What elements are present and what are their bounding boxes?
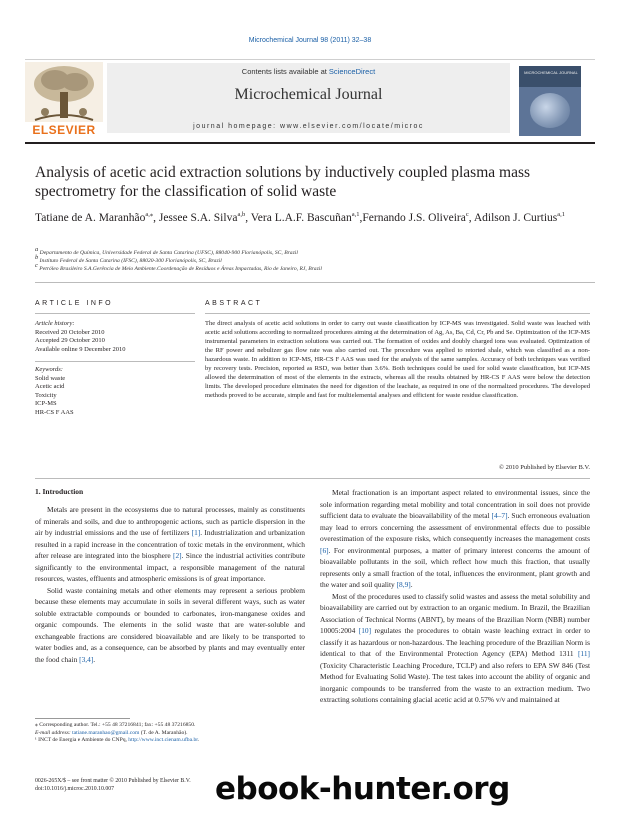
abstract-bottom-rule: [35, 478, 590, 479]
keyword: HR-CS F AAS: [35, 408, 74, 416]
inct-link[interactable]: http://www.inct.cienam.ufba.br: [128, 737, 198, 743]
paragraph-text: . For environmental purposes, a matter of primary interest concerns the amount of bioavailable pollutants in the soil, which reflect how much this fraction, that usually represents only a small fraction of the total, influences the environment, plant growth and the water and soil quality: [320, 545, 590, 589]
author-affiliation-marker: c: [465, 211, 469, 219]
keyword: Acetic acid: [35, 383, 65, 390]
affiliation-b: $^b$ Instituto Federal de Santa Catarina (IFSC), 88020-300 Florianópolis, SC, Brazil: [35, 254, 222, 264]
paragraph-text: Metals are present in the ecosystems due to natural processes, mainly as constituents of minerals and soils, and due to anthropogenic actions, such as particle dispersion in the air by industrial emissions and the use of fertilizers: [35, 505, 305, 537]
article-history-label: Article history:: [35, 320, 75, 327]
sciencedirect-link[interactable]: ScienceDirect: [328, 67, 376, 76]
keyword: ICP-MS: [35, 400, 57, 407]
author-affiliation-marker: a,⁎: [145, 211, 154, 219]
paragraph-text: .: [93, 654, 96, 664]
author-affiliation-marker: a,1: [557, 211, 566, 219]
cover-title: MICROCHEMICAL JOURNAL: [524, 70, 578, 75]
body-paragraph: [320, 591, 590, 706]
online-date: Available online 9 December 2010: [35, 345, 126, 353]
citation-link[interactable]: [4–7]: [491, 511, 508, 520]
affiliation-a: $^a$ Departamento de Química, Universidade Federal de Santa Catarina (UFSC), 88040-900 Florianópolis, SC, Brazil: [35, 246, 298, 256]
issn-line: 0026-265X/$ – see front matter © 2010 Published by Elsevier B.V.: [35, 778, 191, 784]
citation-link[interactable]: [10]: [358, 626, 372, 635]
affiliation-rule: [35, 282, 595, 283]
author-separator: ,: [153, 212, 159, 224]
affiliation-c: $^c$ Petróleo Brasileiro S.A.Gerência de Meio Ambiente.Coordenação de Resíduos e Áreas Impactadas, Rio de Janeiro, RJ, Brazil: [35, 262, 322, 272]
journal-homepage[interactable]: journal homepage: www.elsevier.com/locate/microc: [193, 123, 424, 130]
paragraph-text: . Such erroneous evaluation may lead to errors concerning the assessment of environmental effects due to possible overestimation of the exposure risks, which consequently increases the management costs: [320, 511, 590, 543]
article-title: Analysis of acetic acid extraction solutions by inductively coupled plasma mass spectrometry for the classification of solid waste: [35, 164, 531, 200]
email-note: E-mail address: tatiane.maranhao@gmail.com (T. de A. Maranhão).: [35, 729, 188, 736]
body-column-left: [35, 504, 305, 665]
body-paragraph: [35, 504, 305, 585]
paragraph-text: .: [410, 580, 413, 589]
footnote-rule: [35, 718, 130, 719]
corresponding-author-note: ⁎ Corresponding author. Tel.: +55 48 37216841; fax: +55 48 37216850.: [35, 722, 196, 728]
citation-link[interactable]: [2]: [173, 551, 182, 560]
keywords-rule: [35, 361, 195, 362]
author-separator: ,: [468, 212, 474, 224]
paragraph-text: regulates the procedures to obtain waste leaching extract in order to classify it as hazardous or non-hazardous. The leaching procedure of the Brazilian Norm is identical to that of the Environmental Protection Agency (EPA) Method 1311: [320, 626, 590, 658]
author-name[interactable]: Adilson J. Curtius: [473, 212, 558, 224]
paragraph-text: Metal fractionation is an important aspect related to environmental issues, since the sole information regarding metal mobility and total concentration in soil does not provide sufficient data to evaluate the bioavailability of the metal: [320, 488, 590, 520]
header-top-rule: [25, 59, 595, 60]
abstract-rule: [205, 313, 590, 314]
abstract-text: The direct analysis of acetic acid solutions in order to carry out waste classification by ICP-MS was investigated. Solid waste was leached with acetic acid solutions according to normalized procedures aiming at the determination of Ag, As, Ba, Cd, Cr, Pb and Se. Optimization of the ICP-MS instrumental parameters in extraction solutions was carried out. The formation of oxides and doubly charged ions was evaluated. Optimization of the RF power and nebulizer gas flow rate was also carried out. The procedure was applied to retorted shale, which was classified as a non-hazardous waste. In addition to ICP-MS, HR-CS F AAS was used for the analysis of the same samples. Accuracy of both techniques was verified by recovery tests. Precision, reported as RSD, was better than 3.6%. Both techniques could be used for solid waste classification, but ICP-MS allowed the determination of most of the elements in the extracts, whereas all the results obtained by HR-CS F AAS were below the detection limits. The developed procedure eliminates the need for digestion of the leachate, as required in one of the normalized procedures. The developed methods proved to be accurate, simple and fast for multielemental analyses and efficient for waste residue classification.: [205, 320, 590, 399]
contents-availability: [107, 67, 510, 76]
author-name[interactable]: Vera L.A.F. Bascuñan: [250, 212, 352, 224]
body-column-right: [320, 487, 590, 706]
doi-line[interactable]: doi:10.1016/j.microc.2010.10.007: [35, 785, 115, 792]
article-info-rule: [35, 313, 195, 314]
section-heading-introduction: 1. Introduction: [35, 487, 84, 496]
author-list: [35, 210, 595, 226]
paragraph-text: (Toxicity Characteristic Leaching Procedure, TCLP) and also refers to EPA SW 846 (Test Method for Evaluating Solid Waste). The test takes into account the ability of organic and inorganic compounds to be transferred from the waste to an extraction medium. Two extracting solutions containing glacial acetic acid at 0.57% v/v and maintained at: [320, 660, 590, 704]
citation-link[interactable]: [1]: [191, 528, 201, 537]
email-link[interactable]: tatiane.maranhao@gmail.com: [72, 729, 140, 736]
keyword: Solid waste: [35, 374, 66, 382]
article-history: [35, 320, 195, 354]
paragraph-text: . Since the industrial activities contribute significantly to the environmental impact, a responsible management of the natural resources, wastes, effluents and atmospheric emissions is of great importance.: [35, 551, 305, 583]
journal-title: Microchemical Journal: [234, 86, 383, 103]
received-date: Received 20 October 2010: [35, 328, 105, 336]
keywords-block: [35, 366, 195, 417]
accepted-date: Accepted 29 October 2010: [35, 337, 105, 344]
paragraph-text: Most of the procedures used to classify solid wastes and assess the metal solubility and bioavailability are carried out by extraction to an organic medium. In Brazil, the Brazilian Association of Technical Norms (ABNT), by means of the Brazilian Norm (NBR) number 10005:2004: [320, 591, 590, 635]
author-affiliation-marker: a,b: [237, 211, 246, 219]
paragraph-text: . Industrialization and urbanization resulted in a rapid increase in the concentration of toxic metals in the environment, which after release are integrated into the biosphere: [35, 528, 305, 560]
keywords-label: Keywords:: [35, 366, 63, 373]
author-name[interactable]: Jessee S.A. Silva: [158, 212, 238, 224]
body-paragraph: [320, 487, 590, 591]
author-affiliation-marker: a,1: [351, 211, 360, 219]
keyword: Toxicity: [35, 391, 57, 399]
contents-prefix: Contents lists available at: [241, 67, 329, 76]
elsevier-logo-text: ELSEVIER: [32, 123, 96, 137]
citation-link[interactable]: [8,9]: [396, 580, 411, 589]
header-bottom-rule: [25, 142, 595, 144]
footnote-1: ¹ INCT de Energia e Ambiente do CNPq, http://www.inct.cienam.ufba.br.: [35, 737, 200, 743]
author-separator: ,: [359, 212, 363, 224]
body-paragraph: [35, 585, 305, 666]
citation-link[interactable]: [6]: [320, 545, 329, 555]
citation-link[interactable]: [11]: [577, 649, 590, 658]
author-name[interactable]: Tatiane de A. Maranhão: [35, 212, 146, 224]
author-name[interactable]: Fernando J.S. Oliveira: [362, 212, 466, 224]
paragraph-text: Solid waste containing metals and other elements may represent a serious problem because these elements may accumulate in soils in several different ways, such as water soluble extractable compounds or bounded to carbonates, iron-manganese oxides and organic compounds. The elements in the solid waste that are water-soluble and exchangeable fractions are considered bioavailable and are likely to be transported to water bodies and, as a consequence, can be absorbed by plants and may eventually enter the food chain: [35, 585, 305, 664]
cover-art: [530, 93, 570, 128]
journal-citation[interactable]: Microchemical Journal 98 (2011) 32–38: [248, 37, 372, 44]
footnotes: [35, 722, 305, 745]
citation-link[interactable]: [3,4]: [79, 654, 94, 664]
article-info-heading: ARTICLE INFO: [35, 300, 114, 307]
author-separator: ,: [245, 212, 251, 224]
watermark-text: ebook-hunter.org: [215, 771, 510, 807]
abstract-copyright: © 2010 Published by Elsevier B.V.: [499, 464, 590, 471]
abstract-heading: ABSTRACT: [205, 300, 263, 307]
